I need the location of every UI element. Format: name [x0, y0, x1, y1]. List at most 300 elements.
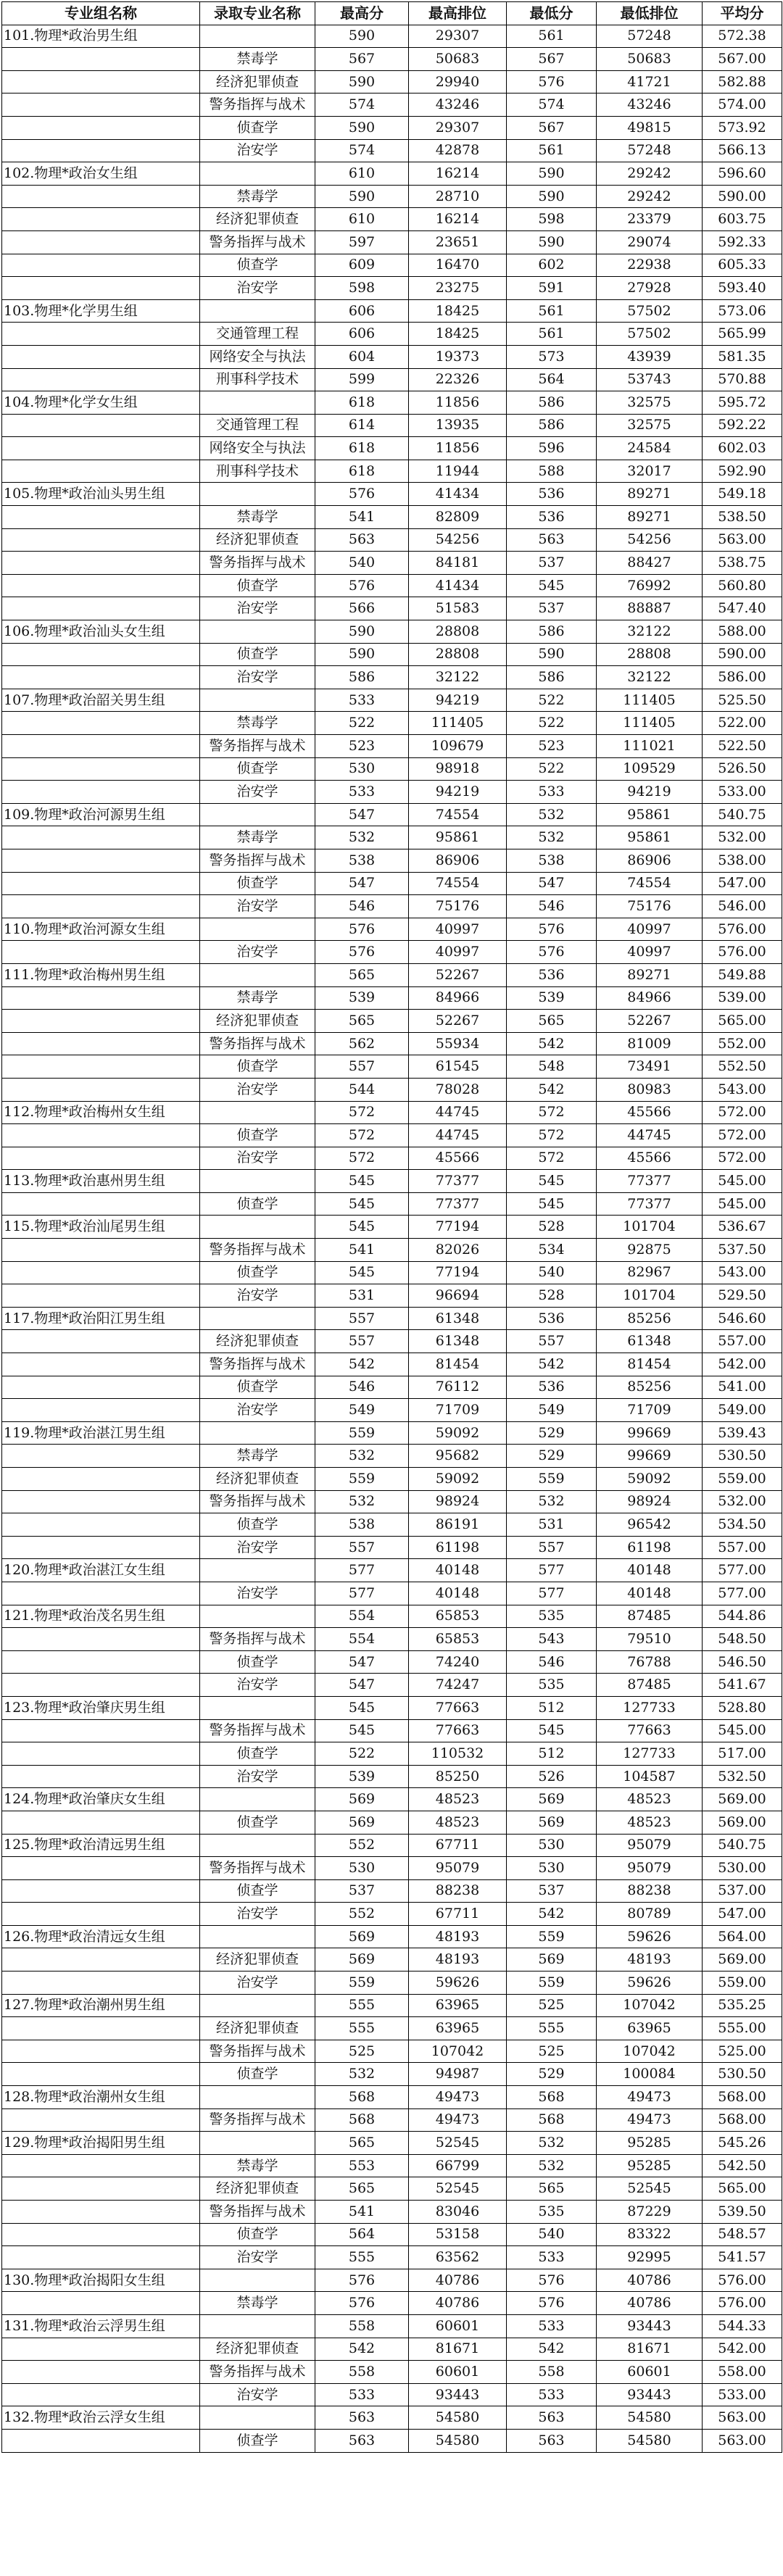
- min-score-cell: 540: [507, 1261, 597, 1284]
- major-name-cell: 侦查学: [200, 116, 315, 139]
- max-rank-cell: 40997: [409, 918, 507, 941]
- group-name-cell: [2, 2292, 200, 2315]
- max-score-cell: 610: [315, 208, 409, 231]
- header-cell-max-rank: 最高排位: [409, 2, 507, 25]
- avg-score-cell: 539.43: [703, 1421, 782, 1445]
- major-name-cell: [200, 1834, 315, 1857]
- max-score-cell: 576: [315, 574, 409, 597]
- major-row: [2, 1330, 782, 1353]
- max-rank-cell: 86906: [409, 849, 507, 872]
- max-rank-cell: 85250: [409, 1765, 507, 1788]
- major-row: [2, 1513, 782, 1537]
- max-score-cell: 547: [315, 803, 409, 826]
- group-summary-row: [2, 25, 782, 48]
- group-name-cell: 113.物理*政治惠州男生组: [2, 1170, 200, 1193]
- avg-score-cell: 563.00: [703, 528, 782, 552]
- major-row: [2, 70, 782, 94]
- min-rank-cell: 127733: [597, 1696, 703, 1719]
- major-row: [2, 368, 782, 391]
- major-row: [2, 1490, 782, 1513]
- max-score-cell: 590: [315, 643, 409, 666]
- major-name-cell: [200, 1696, 315, 1719]
- major-row: [2, 735, 782, 758]
- min-rank-cell: 111405: [597, 689, 703, 712]
- max-rank-cell: 94219: [409, 689, 507, 712]
- major-row: [2, 2154, 782, 2177]
- min-rank-cell: 61348: [597, 1330, 703, 1353]
- avg-score-cell: 568.00: [703, 2108, 782, 2132]
- avg-score-cell: 567.00: [703, 48, 782, 71]
- max-rank-cell: 54256: [409, 528, 507, 552]
- max-rank-cell: 78028: [409, 1078, 507, 1101]
- max-score-cell: 590: [315, 116, 409, 139]
- min-rank-cell: 29242: [597, 185, 703, 208]
- group-name-cell: [2, 2246, 200, 2269]
- min-score-cell: 522: [507, 712, 597, 735]
- group-name-cell: [2, 139, 200, 162]
- group-summary-row: [2, 1170, 782, 1193]
- max-score-cell: 554: [315, 1628, 409, 1651]
- group-name-cell: [2, 1582, 200, 1605]
- min-rank-cell: 53743: [597, 368, 703, 391]
- max-score-cell: 557: [315, 1330, 409, 1353]
- min-rank-cell: 22938: [597, 254, 703, 277]
- major-name-cell: 侦查学: [200, 1879, 315, 1903]
- group-name-cell: [2, 1078, 200, 1101]
- major-row: [2, 666, 782, 689]
- avg-score-cell: 560.80: [703, 574, 782, 597]
- group-name-cell: [2, 1513, 200, 1537]
- avg-score-cell: 593.40: [703, 277, 782, 300]
- avg-score-cell: 545.26: [703, 2132, 782, 2155]
- avg-score-cell: 522.50: [703, 735, 782, 758]
- group-name-cell: 131.物理*政治云浮男生组: [2, 2314, 200, 2338]
- major-name-cell: 交通管理工程: [200, 414, 315, 437]
- major-name-cell: [200, 1605, 315, 1628]
- group-name-cell: [2, 1879, 200, 1903]
- group-name-cell: 127.物理*政治潮州男生组: [2, 1994, 200, 2017]
- avg-score-cell: 595.72: [703, 391, 782, 415]
- max-rank-cell: 29307: [409, 25, 507, 48]
- major-row: [2, 941, 782, 964]
- major-name-cell: 治安学: [200, 1284, 315, 1308]
- avg-score-cell: 546.00: [703, 895, 782, 918]
- group-name-cell: 126.物理*政治清远女生组: [2, 1925, 200, 1948]
- major-name-cell: 治安学: [200, 1582, 315, 1605]
- min-score-cell: 563: [507, 2406, 597, 2430]
- major-row: [2, 1055, 782, 1079]
- avg-score-cell: 529.50: [703, 1284, 782, 1308]
- avg-score-cell: 540.75: [703, 803, 782, 826]
- max-rank-cell: 75176: [409, 895, 507, 918]
- min-rank-cell: 32122: [597, 666, 703, 689]
- avg-score-cell: 590.00: [703, 643, 782, 666]
- group-name-cell: [2, 460, 200, 483]
- major-name-cell: 治安学: [200, 666, 315, 689]
- group-name-cell: [2, 941, 200, 964]
- avg-score-cell: 564.00: [703, 1925, 782, 1948]
- min-rank-cell: 95861: [597, 826, 703, 849]
- min-score-cell: 548: [507, 1055, 597, 1079]
- min-score-cell: 569: [507, 1948, 597, 1972]
- min-rank-cell: 79510: [597, 1628, 703, 1651]
- major-name-cell: 禁毒学: [200, 48, 315, 71]
- min-score-cell: 561: [507, 299, 597, 323]
- min-score-cell: 542: [507, 2338, 597, 2361]
- max-score-cell: 568: [315, 2086, 409, 2109]
- max-score-cell: 552: [315, 1903, 409, 1926]
- group-name-cell: 124.物理*政治肇庆女生组: [2, 1788, 200, 1811]
- max-rank-cell: 49473: [409, 2086, 507, 2109]
- group-name-cell: [2, 116, 200, 139]
- min-rank-cell: 77663: [597, 1719, 703, 1742]
- avg-score-cell: 581.35: [703, 345, 782, 368]
- major-row: [2, 1582, 782, 1605]
- min-score-cell: 549: [507, 1399, 597, 1422]
- avg-score-cell: 540.75: [703, 1834, 782, 1857]
- max-rank-cell: 61348: [409, 1330, 507, 1353]
- min-rank-cell: 84966: [597, 986, 703, 1010]
- max-rank-cell: 67711: [409, 1903, 507, 1926]
- major-name-cell: 警务指挥与战术: [200, 94, 315, 117]
- min-score-cell: 533: [507, 2314, 597, 2338]
- major-name-cell: [200, 299, 315, 323]
- group-name-cell: 123.物理*政治肇庆男生组: [2, 1696, 200, 1719]
- header-cell-min-score: 最低分: [507, 2, 597, 25]
- max-score-cell: 538: [315, 849, 409, 872]
- admission-score-table: [1, 1, 782, 2453]
- group-name-cell: 101.物理*政治男生组: [2, 25, 200, 48]
- min-score-cell: 526: [507, 1765, 597, 1788]
- max-score-cell: 576: [315, 2269, 409, 2292]
- group-name-cell: [2, 1330, 200, 1353]
- min-rank-cell: 41721: [597, 70, 703, 94]
- avg-score-cell: 522.00: [703, 712, 782, 735]
- major-name-cell: [200, 963, 315, 986]
- min-rank-cell: 82967: [597, 1261, 703, 1284]
- min-rank-cell: 74554: [597, 872, 703, 895]
- min-rank-cell: 57248: [597, 25, 703, 48]
- major-row: [2, 712, 782, 735]
- avg-score-cell: 572.00: [703, 1124, 782, 1147]
- major-name-cell: 治安学: [200, 895, 315, 918]
- min-rank-cell: 99669: [597, 1445, 703, 1468]
- major-name-cell: 经济犯罪侦查: [200, 1010, 315, 1033]
- max-rank-cell: 28710: [409, 185, 507, 208]
- major-row: [2, 2108, 782, 2132]
- group-name-cell: [2, 1376, 200, 1399]
- group-summary-row: [2, 918, 782, 941]
- min-score-cell: 557: [507, 1330, 597, 1353]
- max-score-cell: 555: [315, 2017, 409, 2040]
- max-rank-cell: 93443: [409, 2383, 507, 2406]
- max-rank-cell: 16470: [409, 254, 507, 277]
- min-score-cell: 542: [507, 1032, 597, 1055]
- avg-score-cell: 592.90: [703, 460, 782, 483]
- major-row: [2, 1811, 782, 1834]
- group-name-cell: 105.物理*政治汕头男生组: [2, 483, 200, 506]
- avg-score-cell: 557.00: [703, 1536, 782, 1559]
- major-name-cell: 警务指挥与战术: [200, 849, 315, 872]
- min-score-cell: 602: [507, 254, 597, 277]
- major-name-cell: 经济犯罪侦查: [200, 2338, 315, 2361]
- major-row: [2, 2063, 782, 2086]
- min-rank-cell: 52545: [597, 2177, 703, 2201]
- min-rank-cell: 111405: [597, 712, 703, 735]
- major-name-cell: 网络安全与执法: [200, 437, 315, 460]
- min-score-cell: 538: [507, 849, 597, 872]
- min-rank-cell: 28808: [597, 643, 703, 666]
- max-rank-cell: 59092: [409, 1421, 507, 1445]
- max-rank-cell: 60601: [409, 2314, 507, 2338]
- max-rank-cell: 41434: [409, 574, 507, 597]
- min-rank-cell: 43246: [597, 94, 703, 117]
- max-score-cell: 565: [315, 963, 409, 986]
- max-rank-cell: 49473: [409, 2108, 507, 2132]
- min-score-cell: 588: [507, 460, 597, 483]
- max-score-cell: 545: [315, 1216, 409, 1239]
- avg-score-cell: 541.57: [703, 2246, 782, 2269]
- min-score-cell: 531: [507, 1513, 597, 1537]
- max-score-cell: 606: [315, 323, 409, 346]
- major-row: [2, 2017, 782, 2040]
- min-score-cell: 572: [507, 1147, 597, 1170]
- group-name-cell: [2, 872, 200, 895]
- avg-score-cell: 552.00: [703, 1032, 782, 1055]
- avg-score-cell: 530.50: [703, 1445, 782, 1468]
- min-score-cell: 535: [507, 1605, 597, 1628]
- avg-score-cell: 576.00: [703, 2269, 782, 2292]
- max-rank-cell: 50683: [409, 48, 507, 71]
- max-rank-cell: 44745: [409, 1101, 507, 1124]
- group-name-cell: 102.物理*政治女生组: [2, 162, 200, 186]
- max-score-cell: 558: [315, 2314, 409, 2338]
- max-score-cell: 565: [315, 2177, 409, 2201]
- min-score-cell: 576: [507, 918, 597, 941]
- min-rank-cell: 44745: [597, 1124, 703, 1147]
- min-score-cell: 567: [507, 116, 597, 139]
- max-score-cell: 562: [315, 1032, 409, 1055]
- major-row: [2, 230, 782, 254]
- max-score-cell: 577: [315, 1582, 409, 1605]
- max-score-cell: 546: [315, 895, 409, 918]
- avg-score-cell: 573.06: [703, 299, 782, 323]
- major-name-cell: 治安学: [200, 2246, 315, 2269]
- major-name-cell: 经济犯罪侦查: [200, 528, 315, 552]
- max-rank-cell: 40148: [409, 1582, 507, 1605]
- min-score-cell: 567: [507, 48, 597, 71]
- min-score-cell: 542: [507, 1903, 597, 1926]
- major-row: [2, 2383, 782, 2406]
- min-rank-cell: 61198: [597, 1536, 703, 1559]
- avg-score-cell: 563.00: [703, 2429, 782, 2452]
- avg-score-cell: 538.00: [703, 849, 782, 872]
- group-name-cell: 104.物理*化学女生组: [2, 391, 200, 415]
- major-name-cell: 警务指挥与战术: [200, 1490, 315, 1513]
- major-row: [2, 1765, 782, 1788]
- major-name-cell: 警务指挥与战术: [200, 1719, 315, 1742]
- min-rank-cell: 45566: [597, 1101, 703, 1124]
- max-score-cell: 541: [315, 1239, 409, 1262]
- major-name-cell: 侦查学: [200, 2429, 315, 2452]
- min-rank-cell: 23379: [597, 208, 703, 231]
- major-name-cell: 禁毒学: [200, 185, 315, 208]
- major-name-cell: [200, 2269, 315, 2292]
- min-score-cell: 545: [507, 1170, 597, 1193]
- group-name-cell: [2, 2040, 200, 2063]
- max-score-cell: 569: [315, 1788, 409, 1811]
- major-row: [2, 643, 782, 666]
- group-name-cell: [2, 1055, 200, 1079]
- group-name-cell: [2, 1010, 200, 1033]
- header-cell-major: 录取专业名称: [200, 2, 315, 25]
- max-score-cell: 541: [315, 2201, 409, 2224]
- max-rank-cell: 29940: [409, 70, 507, 94]
- group-name-cell: [2, 94, 200, 117]
- group-name-cell: [2, 185, 200, 208]
- max-score-cell: 618: [315, 437, 409, 460]
- min-score-cell: 532: [507, 2132, 597, 2155]
- min-score-cell: 565: [507, 1010, 597, 1033]
- major-name-cell: 禁毒学: [200, 826, 315, 849]
- min-rank-cell: 40997: [597, 941, 703, 964]
- min-rank-cell: 85256: [597, 1376, 703, 1399]
- major-row: [2, 1010, 782, 1033]
- group-name-cell: [2, 2338, 200, 2361]
- major-row: [2, 1399, 782, 1422]
- min-rank-cell: 76788: [597, 1650, 703, 1674]
- avg-score-cell: 592.22: [703, 414, 782, 437]
- group-name-cell: [2, 323, 200, 346]
- group-name-cell: [2, 2063, 200, 2086]
- major-name-cell: [200, 2406, 315, 2430]
- avg-score-cell: 532.00: [703, 826, 782, 849]
- max-rank-cell: 18425: [409, 299, 507, 323]
- min-score-cell: 533: [507, 781, 597, 804]
- max-rank-cell: 40786: [409, 2269, 507, 2292]
- max-score-cell: 530: [315, 1857, 409, 1880]
- min-rank-cell: 40148: [597, 1582, 703, 1605]
- major-row: [2, 1239, 782, 1262]
- min-score-cell: 540: [507, 2223, 597, 2246]
- max-score-cell: 574: [315, 94, 409, 117]
- avg-score-cell: 525.50: [703, 689, 782, 712]
- min-score-cell: 572: [507, 1124, 597, 1147]
- major-name-cell: [200, 2314, 315, 2338]
- group-name-cell: [2, 70, 200, 94]
- major-name-cell: 治安学: [200, 1972, 315, 1995]
- major-name-cell: 治安学: [200, 1765, 315, 1788]
- max-rank-cell: 67711: [409, 1834, 507, 1857]
- max-score-cell: 533: [315, 781, 409, 804]
- major-name-cell: 警务指挥与战术: [200, 552, 315, 575]
- max-score-cell: 586: [315, 666, 409, 689]
- min-score-cell: 586: [507, 391, 597, 415]
- major-name-cell: 治安学: [200, 1674, 315, 1697]
- group-name-cell: 106.物理*政治汕头女生组: [2, 620, 200, 644]
- avg-score-cell: 566.13: [703, 139, 782, 162]
- min-score-cell: 512: [507, 1742, 597, 1766]
- major-row: [2, 597, 782, 620]
- min-score-cell: 532: [507, 803, 597, 826]
- group-name-cell: [2, 1239, 200, 1262]
- major-row: [2, 1948, 782, 1972]
- max-rank-cell: 54580: [409, 2429, 507, 2452]
- max-rank-cell: 44745: [409, 1124, 507, 1147]
- min-rank-cell: 32122: [597, 620, 703, 644]
- major-name-cell: 警务指挥与战术: [200, 735, 315, 758]
- group-name-cell: [2, 1261, 200, 1284]
- major-name-cell: 经济犯罪侦查: [200, 1468, 315, 1491]
- major-row: [2, 895, 782, 918]
- major-name-cell: 侦查学: [200, 2223, 315, 2246]
- group-name-cell: [2, 2383, 200, 2406]
- min-score-cell: 568: [507, 2086, 597, 2109]
- max-rank-cell: 86191: [409, 1513, 507, 1537]
- max-rank-cell: 61348: [409, 1307, 507, 1330]
- min-score-cell: 547: [507, 872, 597, 895]
- max-rank-cell: 43246: [409, 94, 507, 117]
- max-score-cell: 559: [315, 1468, 409, 1491]
- major-name-cell: 侦查学: [200, 1513, 315, 1537]
- min-score-cell: 576: [507, 941, 597, 964]
- major-row: [2, 1536, 782, 1559]
- group-name-cell: 103.物理*化学男生组: [2, 299, 200, 323]
- group-name-cell: [2, 1674, 200, 1697]
- group-name-cell: [2, 506, 200, 529]
- min-rank-cell: 40786: [597, 2269, 703, 2292]
- max-rank-cell: 52267: [409, 963, 507, 986]
- major-name-cell: [200, 1421, 315, 1445]
- group-name-cell: 117.物理*政治阳江男生组: [2, 1307, 200, 1330]
- major-row: [2, 1468, 782, 1491]
- min-score-cell: 559: [507, 1972, 597, 1995]
- group-summary-row: [2, 391, 782, 415]
- group-summary-row: [2, 1994, 782, 2017]
- max-rank-cell: 96694: [409, 1284, 507, 1308]
- max-score-cell: 522: [315, 712, 409, 735]
- min-rank-cell: 95285: [597, 2132, 703, 2155]
- max-rank-cell: 84966: [409, 986, 507, 1010]
- group-name-cell: [2, 552, 200, 575]
- major-name-cell: 警务指挥与战术: [200, 1353, 315, 1376]
- major-row: [2, 1353, 782, 1376]
- group-name-cell: 120.物理*政治湛江女生组: [2, 1559, 200, 1582]
- group-name-cell: [2, 712, 200, 735]
- major-name-cell: 刑事科学技术: [200, 368, 315, 391]
- min-score-cell: 576: [507, 70, 597, 94]
- min-score-cell: 546: [507, 1650, 597, 1674]
- max-score-cell: 533: [315, 2383, 409, 2406]
- max-rank-cell: 23275: [409, 277, 507, 300]
- avg-score-cell: 545.00: [703, 1170, 782, 1193]
- avg-score-cell: 592.33: [703, 230, 782, 254]
- max-score-cell: 598: [315, 277, 409, 300]
- max-rank-cell: 40997: [409, 941, 507, 964]
- major-row: [2, 986, 782, 1010]
- major-row: [2, 323, 782, 346]
- min-rank-cell: 107042: [597, 1994, 703, 2017]
- min-score-cell: 542: [507, 1353, 597, 1376]
- max-rank-cell: 48193: [409, 1925, 507, 1948]
- major-name-cell: 侦查学: [200, 1811, 315, 1834]
- major-row: [2, 2246, 782, 2269]
- group-name-cell: 112.物理*政治梅州女生组: [2, 1101, 200, 1124]
- avg-score-cell: 533.00: [703, 781, 782, 804]
- avg-score-cell: 555.00: [703, 2017, 782, 2040]
- max-rank-cell: 77194: [409, 1216, 507, 1239]
- group-summary-row: [2, 299, 782, 323]
